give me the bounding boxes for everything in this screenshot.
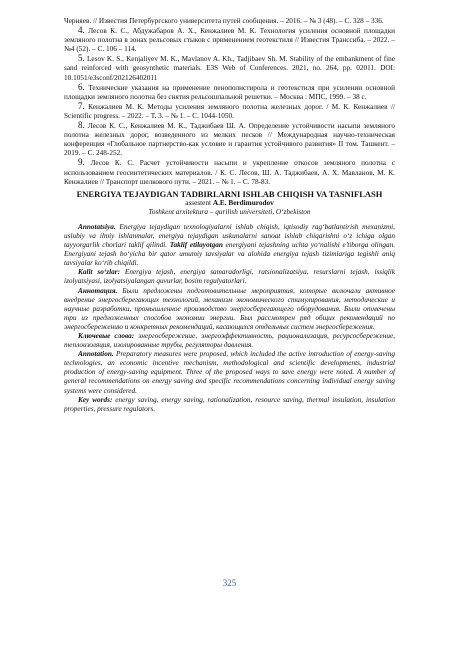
keywords-ru: Ключевые слова: энергосбережение, энергоэффективность, рационализация, ресурсосбережение, теплоизоляция, изолированные трубы, регуляторы давления.: [64, 332, 396, 350]
affiliation: Toshkent arxitektura – qurilish universiteti, O‘zbekiston: [148, 207, 311, 216]
abstract-ru: Аннотация. Были предложены подготовительные мероприятия, которые включали активное внедрение энергосберегающих технологий, механизм экономического стимулирования, методические и научные разработки, промышленное производство энергосберегающего оборудования. Были отмечены три из предложенных способов экономии энергии. Был рассмотрен ряд общих рекомендаций по энергосбережению и конкретных рекомендаций, касающихся отдельных систем энергосбережения.: [64, 286, 395, 331]
reference-item: 5. Lesov K. S., Kenjaliyev M. K., Mavlanov A. Kh., Tadjibaev Sh. M. Stability of the embankment of fine sand reinforced with geosynthetic materials. E3S Web of Conferences. 2021, no. 264, pp. 02011. DOI: 10.1051/e3sconf/202126402011: [64, 53, 395, 82]
author-name: A.E. Berdimurodov: [212, 198, 274, 207]
keywords-en: Key words: energy saving, energy saving, rationalization, resource saving, thermal insulation, insulation properties, pressure regulators.: [64, 395, 395, 413]
page-number: 325: [222, 578, 237, 588]
article-title: ENERGIYA TEJAYDIGAN TADBIRLARNI ISHLAB CHIQISH VA TASNIFLASH: [76, 188, 383, 199]
reference-item: 9. Лесов К. С. Расчет устойчивости насыпи и укрепление откосов земляного полотна с использованием геосинтетических материалов. / К. С. Лесов, Ш. А. Таджибаев, А. Х. Мавланов, М. К. Кенжалиев // Транспорт шелкового пути. – 2021. – № 1. – С. 78-83.: [64, 157, 395, 186]
reference-item: 6. Технические указания на применение пенополистирола и геотекстиля при усилении основной площадки земляного полотна без снятия рельсошпальной решетки. – Москва : МПС, 1999. – 38 с.: [64, 81, 395, 101]
reference-item: 4. Лесов К. С., Абдужабаров А. Х., Кенжалиев М. К. Технология усиления основной площадки земляного полотна в зонах рельсовых стыков с применением геотекстиля // Известия Транссиба. – 2022. – №4 (52). – С. 106 – 114.: [64, 25, 395, 54]
page-content: [64, 16, 395, 414]
abstract-uz: Annotatsiya. Energiya tejaydigan texnologiyalarni ishlab chiqish, iqtisodiy rag‘batlantirish mexanizmi, uslubiy va ilmiy ishlanmalar, energiya tejaydigan uskunalarni sanoat ishlab chiqarishni o‘z ichiga olgan tayyorgarlik chorlari taklif qilindi. Taklif etilayotgan energiyani tejashning uchta yo‘nalishi e’tiborga olingan. Energiyani tejash bo‘yicha bir qator umumiy tavsiyalar va alohida energiya tejash tizimlariga tegishli aniq tavsiyalar ko‘rib chiqildi.: [64, 222, 396, 268]
author-line: assestent A.E. Berdimurodov: [185, 198, 274, 207]
reference-item: 8. Лесов К. С., Кенжалиев М. К., Таджибаев Ш. А. Определение устойчивости насыпи земляного полотна железных дорог, возведенного из мелких песков // Международная научно-техническая конференция «Глобальное партнерство-как условие и гарантия устойчивого развития» II том. Ташкент. – 2019. – С. 248-252.: [64, 120, 395, 158]
reference-list: [64, 16, 395, 187]
reference-item: 7. Кенжалиев М. К. Методы усиления земляного полотна железных дорог. / М. К. Кенжалиев // Scientific progress. – 2022. – Т. 3. – № 1. – С. 1044-1050.: [64, 100, 395, 120]
keywords-uz: Kalit so‘zlar: Energiya tejash, energiya samaradorligi, ratsionalizatsiya, resurslarni tejash, issiqlik izolyatsiyasi, izolyatsiyalangan quvurlar, bosim regulyatorlari.: [64, 268, 395, 286]
reference-item: Черняев. // Известия Петербургского университета путей сообщения. – 2016. – № 3 (48). – С. 328 – 336.: [64, 17, 384, 25]
abstract-en: Annotation. Preparatory measures were proposed, which included the active introduction of energy-saving technologies, an economic incentive mechanism, methodological and scientific developments, industrial production of energy-saving equipment. Three of the proposed ways to save energy were noted. A number of general recommendations on energy saving and specific recommendations concerning individual energy saving systems were considered.: [64, 350, 395, 395]
